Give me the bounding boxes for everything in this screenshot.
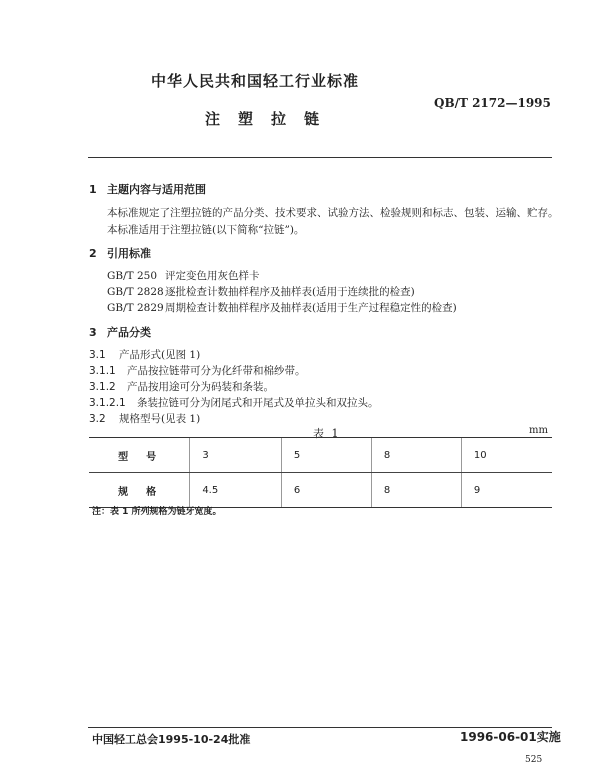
document-title: 注塑拉链 bbox=[205, 110, 338, 128]
clause-item bbox=[89, 347, 200, 362]
table-row bbox=[89, 438, 552, 473]
section-3-heading bbox=[89, 324, 151, 340]
header-divider bbox=[88, 157, 552, 158]
section-2-heading bbox=[89, 245, 151, 261]
clause-code: 3.1.2 bbox=[89, 381, 116, 393]
section-number: 3 bbox=[89, 326, 97, 339]
clause-code: 3.1.2.1 bbox=[89, 397, 126, 409]
section-1-paragraph-1: 本标准规定了注塑拉链的产品分类、技术要求、试验方法、检验规则和标志、包装、运输、贮存。 bbox=[107, 207, 559, 219]
reference-code: GB/T 2828 bbox=[107, 286, 164, 298]
row-header: 型号 bbox=[89, 438, 190, 473]
clause-item bbox=[89, 395, 379, 410]
reference-text: 逐批检查计数抽样程序及抽样表(适用于连续批的检查) bbox=[165, 286, 415, 298]
reference-code: GB/T 250 bbox=[107, 270, 158, 282]
spec-table bbox=[89, 437, 552, 508]
table-caption: 表 1 bbox=[313, 427, 341, 440]
clause-code: 3.2 bbox=[89, 413, 106, 425]
clause-text: 产品按用途可分为码装和条装。 bbox=[127, 381, 274, 393]
row-header: 规格 bbox=[89, 473, 190, 508]
clause-item bbox=[89, 411, 200, 426]
clause-text: 规格型号(见表 1) bbox=[119, 413, 201, 425]
table-cell: 5 bbox=[281, 438, 371, 473]
section-number: 2 bbox=[89, 247, 97, 260]
section-title: 引用标准 bbox=[107, 247, 151, 260]
section-number: 1 bbox=[89, 183, 97, 196]
clause-item bbox=[89, 379, 274, 394]
implementation-date: 1996-06-01实施 bbox=[460, 730, 561, 744]
reference-item bbox=[107, 284, 415, 299]
reference-code: GB/T 2829 bbox=[107, 302, 164, 314]
clause-text: 产品按拉链带可分为化纤带和棉纱带。 bbox=[127, 365, 306, 377]
standard-code: QB/T 2172—1995 bbox=[434, 96, 551, 110]
reference-text: 评定变色用灰色样卡 bbox=[165, 270, 260, 282]
clause-code: 3.1.1 bbox=[89, 365, 116, 377]
clause-item bbox=[89, 363, 306, 378]
table-cell: 9 bbox=[461, 473, 552, 508]
table-note: 注：表 1 所列规格为链牙宽度。 bbox=[92, 507, 222, 517]
table-cell: 8 bbox=[371, 438, 461, 473]
reference-text: 周期检查计数抽样程序及抽样表(适用于生产过程稳定性的检查) bbox=[165, 302, 457, 314]
clause-code: 3.1 bbox=[89, 349, 106, 361]
section-1-heading bbox=[89, 181, 206, 197]
table-cell: 6 bbox=[281, 473, 371, 508]
table-row bbox=[89, 473, 552, 508]
reference-item bbox=[107, 300, 457, 315]
table-cell: 4.5 bbox=[190, 473, 282, 508]
organization-title: 中华人民共和国轻工行业标准 bbox=[151, 72, 360, 90]
table-unit: mm bbox=[529, 425, 548, 436]
page-number: 525 bbox=[525, 755, 543, 765]
table-cell: 8 bbox=[371, 473, 461, 508]
section-1-paragraph-2: 本标准适用于注塑拉链(以下简称“拉链”)。 bbox=[107, 224, 305, 236]
issue-statement: 中国轻工总会1995-10-24批准 bbox=[92, 733, 251, 746]
table-cell: 3 bbox=[190, 438, 282, 473]
reference-item bbox=[107, 268, 260, 283]
section-title: 产品分类 bbox=[107, 326, 151, 339]
section-title: 主题内容与适用范围 bbox=[107, 183, 206, 196]
table-cell: 10 bbox=[461, 438, 552, 473]
clause-text: 条装拉链可分为闭尾式和开尾式及单拉头和双拉头。 bbox=[137, 397, 379, 409]
clause-text: 产品形式(见图 1) bbox=[119, 349, 201, 361]
